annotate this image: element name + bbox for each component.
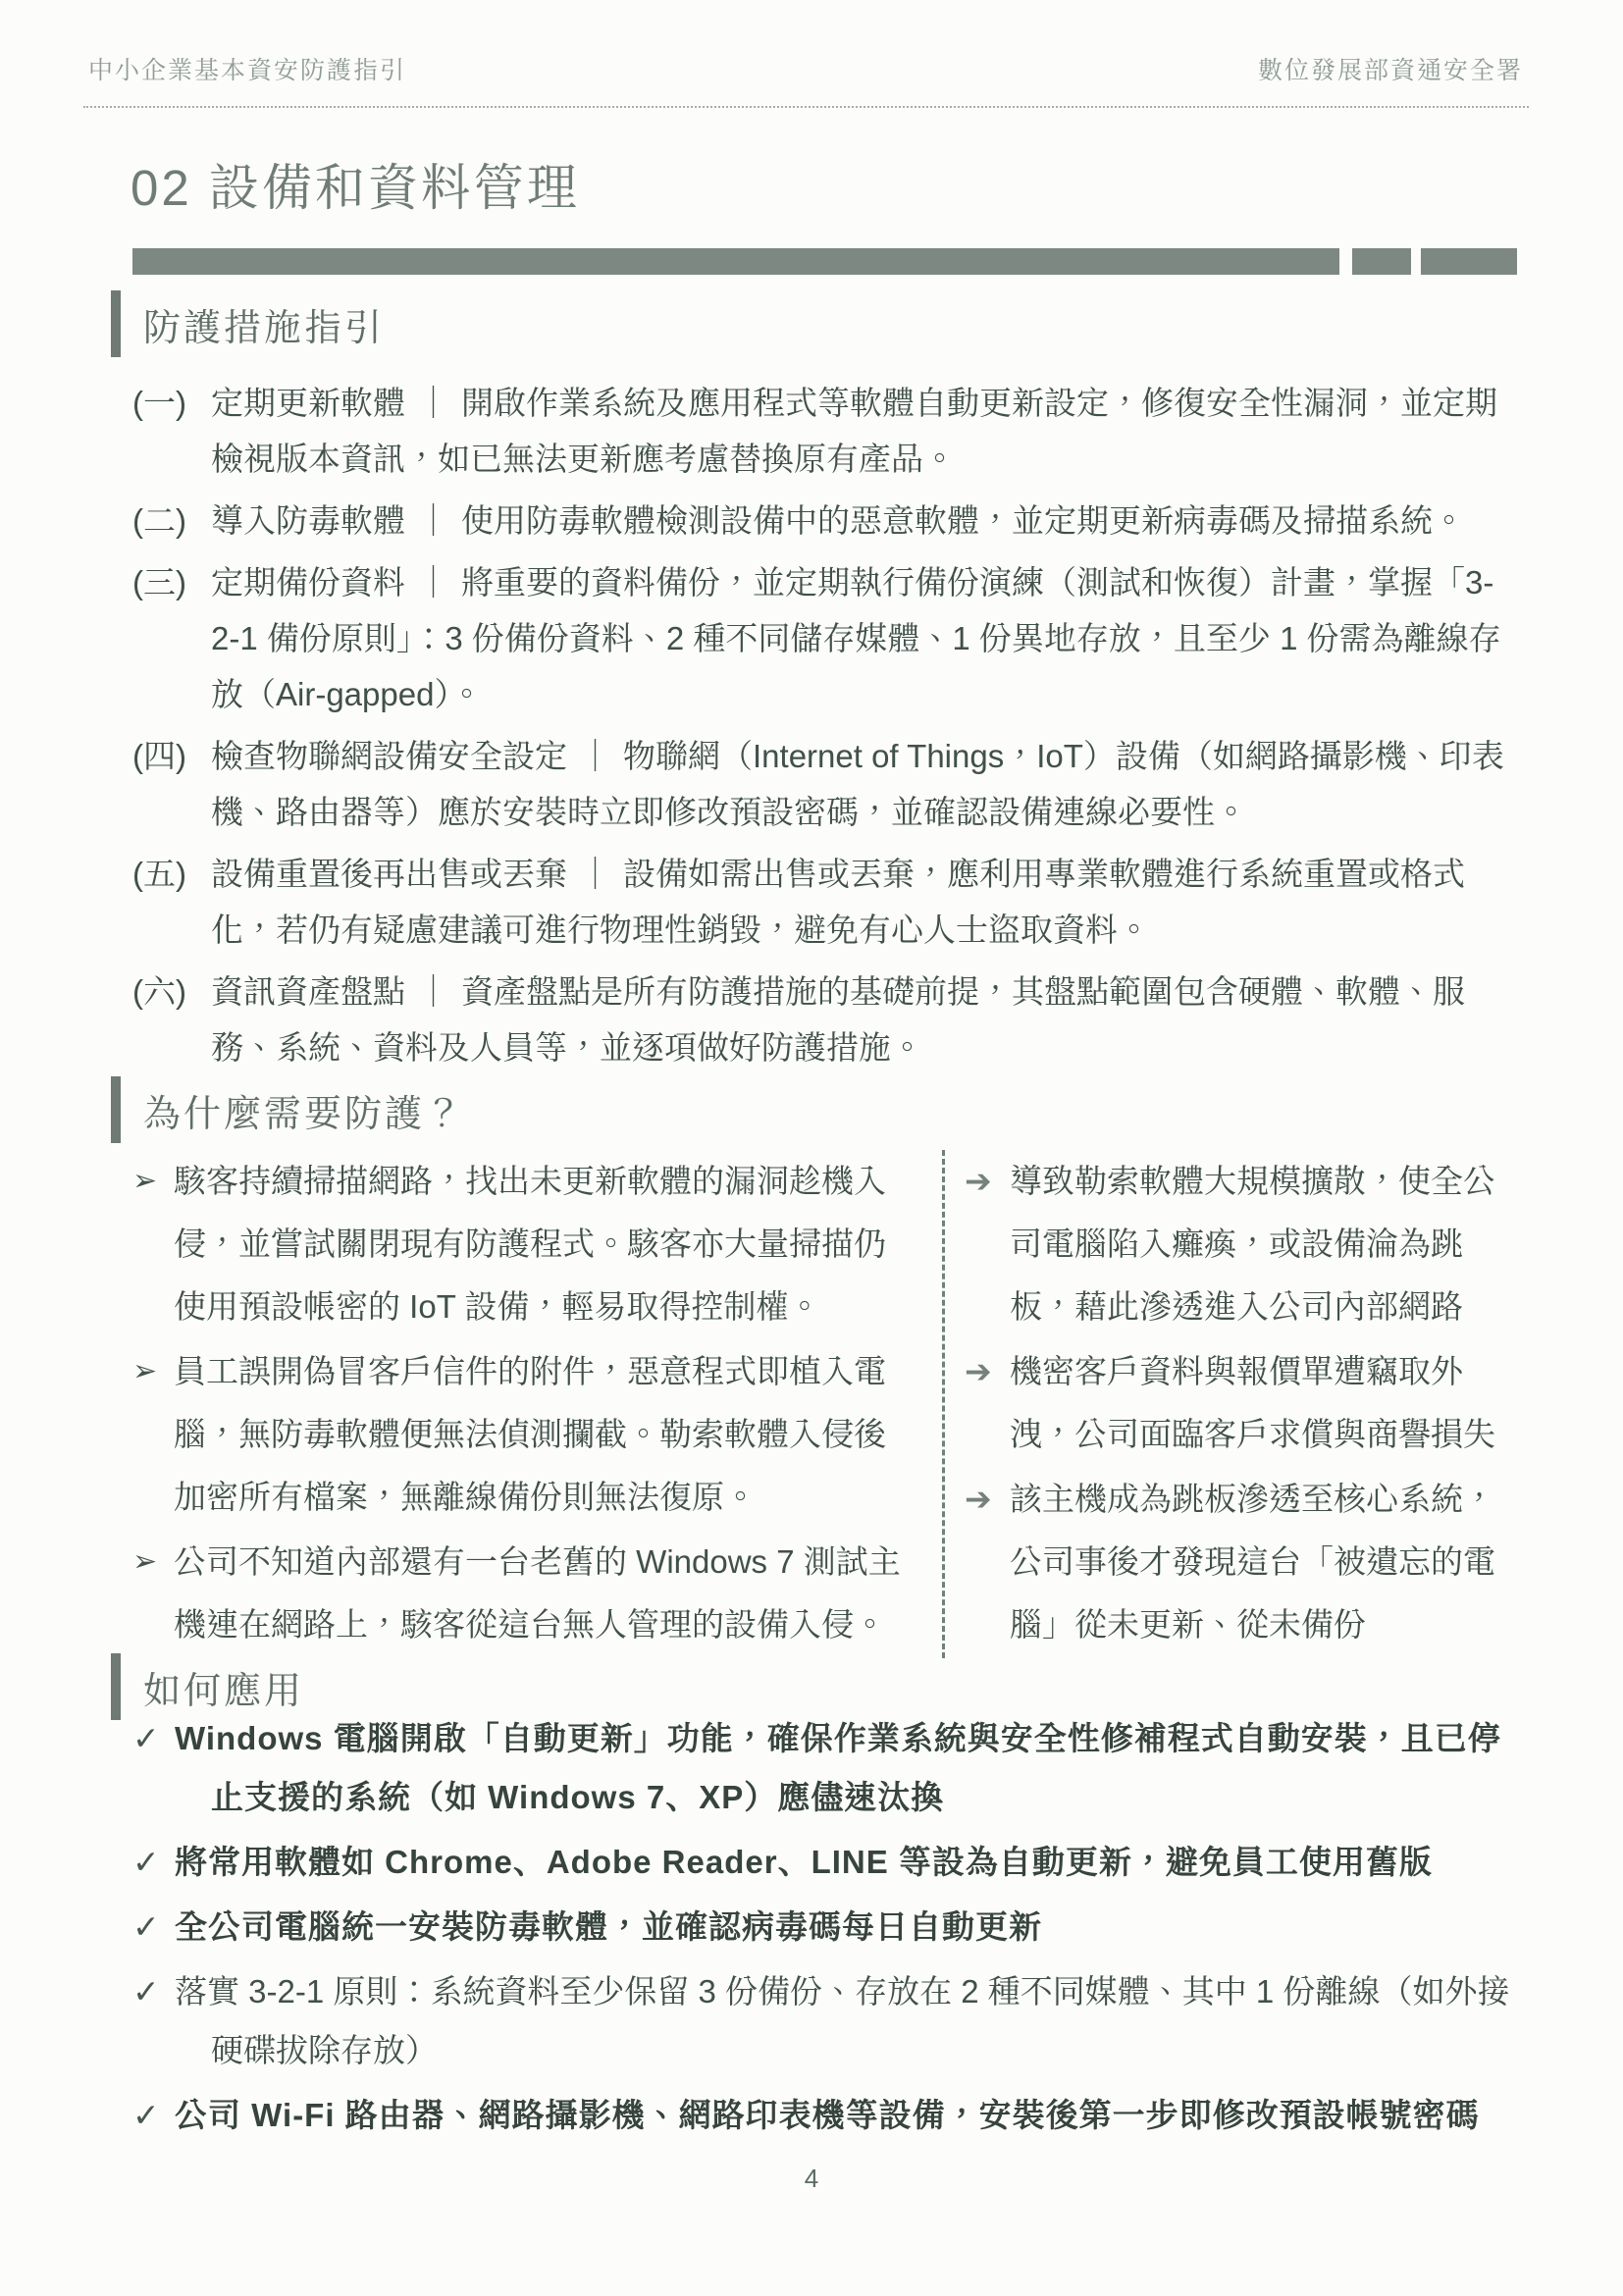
protection-guideline-list xyxy=(132,375,1522,1081)
threat-text: 員工誤開偽冒客戶信件的附件，惡意程式即植入電腦，無防毒軟體便無法偵測攔截。勒索軟體入侵後加密所有檔案，無離線備份則無法復原。 xyxy=(174,1353,886,1515)
consequence-bullet xyxy=(965,1150,1524,1338)
checklist-text: 公司 Wi-Fi 路由器、網路攝影機、網路印表機等設備，安裝後第一步即修改預設帳號密碼 xyxy=(175,2097,1480,2133)
section-protection-heading xyxy=(111,290,385,357)
item-text xyxy=(211,846,1522,958)
item-desc: 設備如需出售或丟棄，應利用專業軟體進行系統重置或格式化，若仍有疑慮建議可進行物理性銷毀，避免有心人士盜取資料。 xyxy=(211,856,1465,948)
item-term: 資訊資產盤點 xyxy=(211,973,405,1010)
arrow-icon: ➔ xyxy=(965,1163,992,1199)
section-marker-bar xyxy=(111,1076,121,1143)
threat-bullet xyxy=(132,1531,916,1656)
title-underline-bars xyxy=(132,248,1519,275)
item-term: 定期更新軟體 xyxy=(211,385,405,421)
consequence-text: 該主機成為跳板滲透至核心系統，公司事後才發現這台「被遺忘的電腦」從未更新、從未備份 xyxy=(1010,1481,1495,1643)
consequence-bullet xyxy=(965,1468,1524,1656)
item-text xyxy=(211,964,1522,1075)
bar-segment xyxy=(1421,248,1517,275)
threat-text: 駭客持續掃描網路，找出未更新軟體的漏洞趁機入侵，並嘗試關閉現有防護程式。駭客亦大量掃描仍使用預設帳密的 IoT 設備，輕易取得控制權。 xyxy=(174,1163,886,1325)
item-term: 檢查物聯網設備安全設定 xyxy=(211,738,567,774)
checklist-item xyxy=(132,1709,1524,1827)
check-icon: ✓ xyxy=(132,1844,161,1880)
guideline-item xyxy=(132,375,1522,487)
consequence-column xyxy=(965,1150,1524,1658)
item-text xyxy=(211,554,1522,722)
guideline-item xyxy=(132,493,1522,548)
header-left-text: 中小企業基本資安防護指引 xyxy=(88,57,407,84)
consequence-text: 導致勒索軟體大規模擴散，使全公司電腦陷入癱瘓，或設備淪為跳板，藉此滲透進入公司內部網路 xyxy=(1010,1163,1495,1325)
guideline-item xyxy=(132,964,1522,1075)
separator: ｜ xyxy=(417,564,449,600)
item-desc: 資產盤點是所有防護措施的基礎前提，其盤點範圍包含硬體、軟體、服務、系統、資料及人員等，並逐項做好防護措施。 xyxy=(211,973,1465,1066)
checklist-text: Windows 電腦開啟「自動更新」功能，確保作業系統與安全性修補程式自動安裝，且已停止支援的系統（如 Windows 7、XP）應儘速汰換 xyxy=(175,1720,1501,1815)
guideline-item xyxy=(132,846,1522,958)
separator: ｜ xyxy=(417,385,449,421)
arrowhead-bullet-icon: ➢ xyxy=(132,1355,158,1387)
item-number: (一) xyxy=(132,385,186,421)
threat-bullet xyxy=(132,1340,916,1529)
section-title: 為什麼需要防護？ xyxy=(143,1093,466,1135)
guideline-item xyxy=(132,728,1522,840)
item-text xyxy=(211,375,1522,487)
checklist-item xyxy=(132,2086,1524,2145)
why-columns xyxy=(132,1150,1524,1658)
threat-text: 公司不知道內部還有一台老舊的 Windows 7 測試主機連在網路上，駭客從這台無人管理的設備入侵。 xyxy=(174,1543,901,1643)
separator: ｜ xyxy=(579,856,611,892)
page-header xyxy=(88,51,1523,86)
item-term: 定期備份資料 xyxy=(211,564,405,600)
item-desc: 物聯網（Internet of Things，IoT）設備（如網路攝影機、印表機、路由器等）應於安裝時立即修改預設密碼，並確認設備連線必要性。 xyxy=(211,738,1504,830)
item-number: (五) xyxy=(132,856,186,892)
how-to-apply-list xyxy=(132,1709,1524,2151)
guideline-item xyxy=(132,554,1522,722)
checklist-item xyxy=(132,1833,1524,1892)
checklist-text: 將常用軟體如 Chrome、Adobe Reader、LINE 等設為自動更新，避免員工使用舊版 xyxy=(175,1844,1433,1880)
bar-segment xyxy=(132,248,1339,275)
item-desc: 將重要的資料備份，並定期執行備份演練（測試和恢復）計畫，掌握「3-2-1 備份原則」：3 份備份資料、2 種不同儲存媒體、1 份異地存放，且至少 1 份需為離線存放（Air-gapped）。 xyxy=(211,564,1501,712)
check-icon: ✓ xyxy=(132,1908,161,1945)
consequence-text: 機密客戶資料與報價單遭竊取外洩，公司面臨客戶求償與商譽損失 xyxy=(1010,1353,1495,1452)
item-term: 設備重置後再出售或丟棄 xyxy=(211,856,567,892)
chapter-title: 02 設備和資料管理 xyxy=(131,160,580,216)
section-marker-bar xyxy=(111,1653,121,1720)
arrowhead-bullet-icon: ➢ xyxy=(132,1545,158,1578)
item-desc: 開啟作業系統及應用程式等軟體自動更新設定，修復安全性漏洞，並定期檢視版本資訊，如已無法更新應考慮替換原有產品。 xyxy=(211,385,1497,477)
check-icon: ✓ xyxy=(132,1720,161,1756)
arrowhead-bullet-icon: ➢ xyxy=(132,1165,158,1197)
bar-segment xyxy=(1352,248,1411,275)
check-icon: ✓ xyxy=(132,1973,160,2009)
section-marker-bar xyxy=(111,290,121,357)
checklist-item xyxy=(132,1898,1524,1957)
arrow-icon: ➔ xyxy=(965,1481,992,1517)
separator: ｜ xyxy=(417,502,449,539)
item-number: (四) xyxy=(132,738,186,774)
column-divider xyxy=(942,1150,945,1658)
consequence-bullet xyxy=(965,1340,1524,1466)
checklist-text: 全公司電腦統一安裝防毒軟體，並確認病毒碼每日自動更新 xyxy=(175,1908,1042,1945)
header-rule xyxy=(83,106,1529,108)
separator: ｜ xyxy=(417,973,449,1010)
header-right-text: 數位發展部資通安全署 xyxy=(1257,57,1523,84)
checklist-item xyxy=(132,1962,1524,2080)
checklist-text: 落實 3-2-1 原則：系統資料至少保留 3 份備份、存放在 2 種不同媒體、其中 1 份離線（如外接硬碟拔除存放） xyxy=(175,1973,1510,2068)
item-number: (二) xyxy=(132,502,186,539)
threat-column xyxy=(132,1150,916,1658)
item-text xyxy=(211,728,1522,840)
item-desc: 使用防毒軟體檢測設備中的惡意軟體，並定期更新病毒碼及掃描系統。 xyxy=(461,502,1465,539)
item-number: (三) xyxy=(132,564,186,600)
page-number: 4 xyxy=(804,2164,819,2193)
section-title: 如何應用 xyxy=(143,1670,305,1712)
separator: ｜ xyxy=(579,738,611,774)
section-title: 防護措施指引 xyxy=(143,307,386,349)
threat-bullet xyxy=(132,1150,916,1338)
section-why-heading xyxy=(111,1076,465,1143)
check-icon: ✓ xyxy=(132,2097,161,2133)
item-number: (六) xyxy=(132,973,186,1010)
arrow-icon: ➔ xyxy=(965,1353,992,1389)
item-text xyxy=(211,493,1522,548)
item-term: 導入防毒軟體 xyxy=(211,502,405,539)
